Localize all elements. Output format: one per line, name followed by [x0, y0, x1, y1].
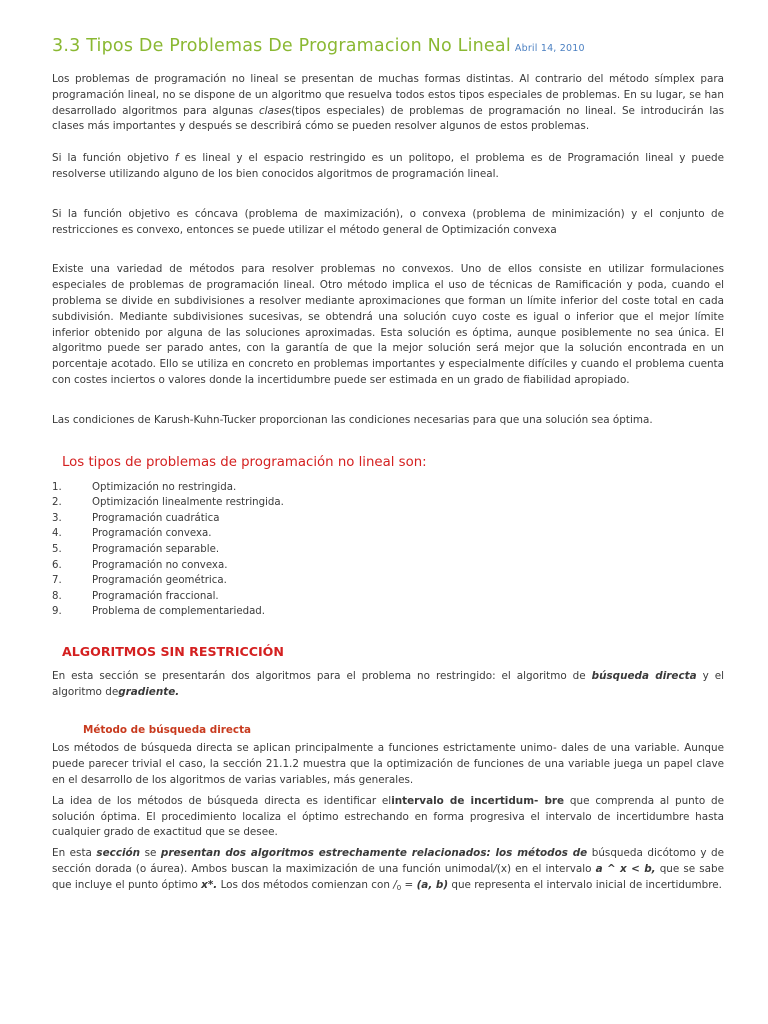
list-item-number: 7.: [52, 575, 62, 587]
types-list-item: [52, 558, 724, 574]
method-paragraph-1: Los métodos de búsqueda directa se aplican principalmente a funciones estrictamente unimo- dales de una variable. Aunque puede parecer trivial el caso, la sección 21.1.2 muestra que la optimización de funciones de una variable juega un papel clave en el desarrollo de los algoritmos de varias variables, más generales.: [52, 742, 724, 787]
types-list-item: [52, 495, 724, 511]
list-item-number: 6.: [52, 559, 62, 571]
list-item-label: Optimización linealmente restringida.: [92, 497, 284, 509]
method-paragraph-2: La idea de los métodos de búsqueda directa es identificar elintervalo de incertidum- bre que comprenda al punto de solución óptima. El procedimiento localiza el óptimo estrechando en forma progresiva el intervalo de incertidumbre hasta cualquier grado de exactitud que se desee.: [52, 794, 724, 839]
list-item-label: Programación fraccional.: [92, 590, 219, 602]
list-item-label: Programación cuadrática: [92, 512, 220, 524]
method-heading: Método de búsqueda directa: [83, 724, 252, 737]
types-list-item: [52, 480, 724, 496]
post-date: Abril 14, 2010: [514, 43, 585, 54]
list-item-label: Optimización no restringida.: [92, 481, 237, 493]
list-item-number: 2.: [52, 497, 62, 509]
types-list-item: [52, 511, 724, 527]
list-item-label: Problema de complementariedad.: [92, 606, 266, 618]
intro-paragraph-2: Si la función objetivo f es lineal y el espacio restringido es un politopo, el problema es de Programación lineal y puede resolverse utilizando alguno de los bien conocidos algoritmos de programación lineal.: [52, 152, 724, 180]
list-item-number: 4.: [52, 528, 62, 540]
list-item-number: 1.: [52, 481, 62, 493]
list-item-number: 8.: [52, 590, 62, 602]
algorithms-heading: ALGORITMOS SIN RESTRICCIÓN: [62, 643, 284, 659]
document-page: [52, 36, 724, 897]
list-item-number: 5.: [52, 543, 62, 555]
types-list-item: [52, 573, 724, 589]
list-item-number: 9.: [52, 606, 62, 618]
post-title: [52, 36, 724, 56]
intro-paragraph-1: Los problemas de programación no lineal se presentan de muchas formas distintas. Al contrario del método símplex para programación lineal, no se dispone de un algoritmo que resuelva todos estos tipos especiales de problemas. En su lugar, se han desarrollado algoritmos para algunas clases(tipos especiales) de problemas de programación no lineal. Se introducirán las clases más importantes y después se describirá cómo se pueden resolver algunos de estos problemas.: [52, 73, 724, 133]
intro-paragraph-5: Las condiciones de Karush-Kuhn-Tucker proporcionan las condiciones necesarias para que una solución sea óptima.: [52, 413, 653, 426]
post-title-text: 3.3 Tipos De Problemas De Programacion No Lineal: [52, 36, 511, 56]
list-item-label: Programación geométrica.: [92, 575, 227, 587]
types-list-item: [52, 526, 724, 542]
types-list-item: [52, 589, 724, 605]
algorithms-paragraph: En esta sección se presentarán dos algoritmos para el problema no restringido: el algoritmo de búsqueda directa y el algoritmo degradiente.: [52, 669, 724, 698]
method-paragraph-3: En esta sección se presentan dos algoritmos estrechamente relacionados: los métodos de búsqueda dicótomo y de sección dorada (o áurea). Ambos buscan la maximización de una función unimodal/(x) en el intervalo a ^ x < b, que se sabe que incluye el punto óptimo x*. Los dos métodos comienzan con $/_0 = (a$, b) que representa el intervalo inicial de incertidumbre.: [52, 847, 725, 892]
list-item-label: Programación separable.: [92, 543, 220, 555]
types-heading: Los tipos de problemas de programación no lineal son:: [62, 454, 427, 470]
list-item-label: Programación no convexa.: [92, 559, 228, 571]
types-list-item: [52, 542, 724, 558]
types-list-item: [52, 604, 724, 620]
intro-paragraph-4: Existe una variedad de métodos para resolver problemas no convexos. Uno de ellos consiste en utilizar formulaciones especiales de problemas de programación lineal. Otro método implica el uso de técnicas de Ramificación y poda, cuando el problema se divide en subdivisiones a resolver mediante aproximaciones que forman un límite inferior del coste total en cada subdivisión. Mediante subdivisiones sucesivas, se obtendrá una solución cuyo coste es igual o inferior que el mejor límite inferior obtenido por alguna de las soluciones aproximadas. Esta solución es óptima, aunque posiblemente no sea única. El algoritmo puede ser parado antes, con la garantía de que la mejor solución será mejor que la solución encontrada en un porcentaje acotado. Ello se utiliza en concreto en problemas importantes y especialmente difíciles y cuando el problema cuenta con costes inciertos o valores donde la incertidumbre puede ser estimada en un grado de fiabilidad apropiado.: [52, 263, 724, 386]
types-list: [52, 480, 724, 620]
list-item-label: Programación convexa.: [92, 528, 212, 540]
list-item-number: 3.: [52, 512, 62, 524]
intro-paragraph-3: Si la función objetivo es cóncava (problema de maximización), o convexa (problema de minimización) y el conjunto de restricciones es convexo, entonces se puede utilizar el método general de Optimización convexa: [52, 207, 724, 236]
